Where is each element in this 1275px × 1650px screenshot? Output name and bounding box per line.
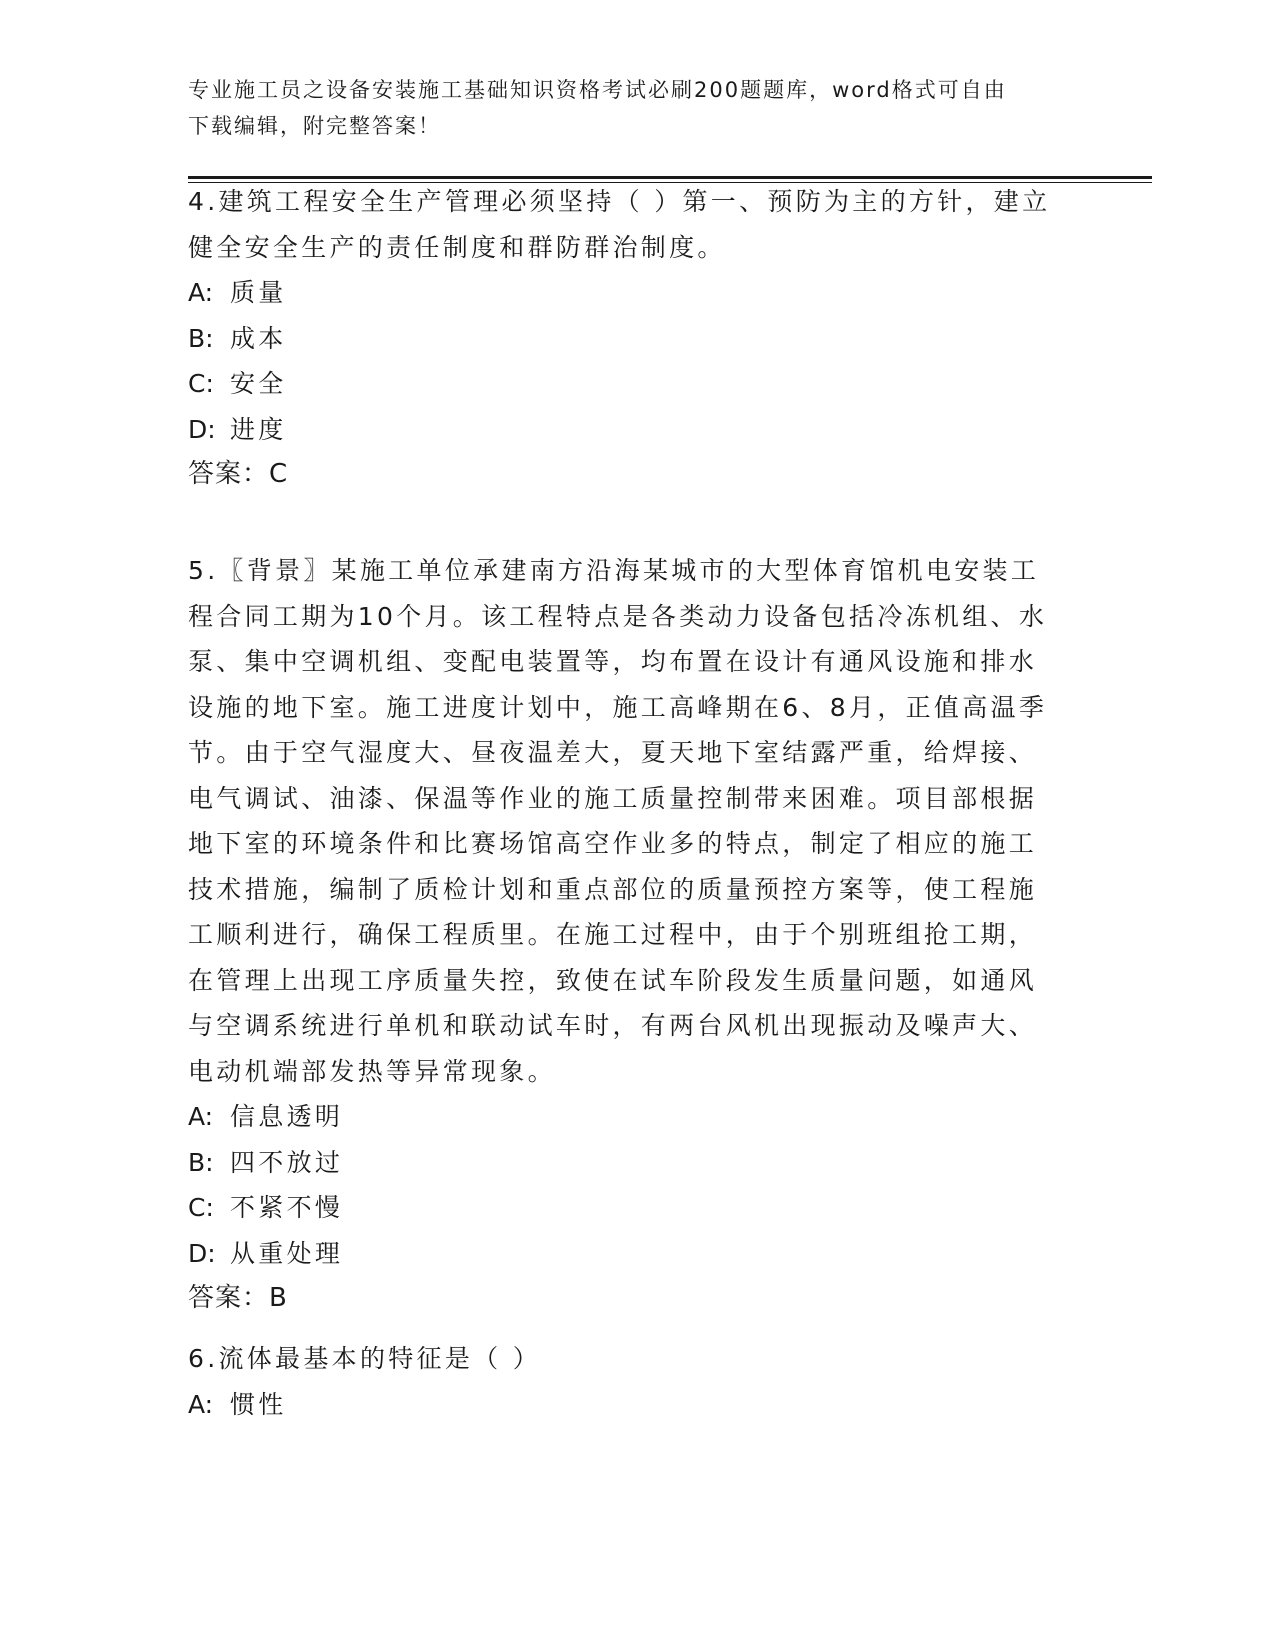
- question-stem-line: 泵、集中空调机组、变配电装置等，均布置在设计有通风设施和排水: [188, 647, 1038, 676]
- question-stem-line: 在管理上出现工序质量失控，致使在试车阶段发生质量问题，如通风: [188, 965, 1038, 995]
- option-letter: A:: [188, 1389, 214, 1419]
- option-a: [188, 270, 1088, 316]
- option-a: [188, 1382, 1088, 1428]
- question-stem-line: 设施的地下室。施工进度计划中，施工高峰期在6、8月，正值高温季: [188, 692, 1048, 722]
- option-d: [188, 407, 1088, 453]
- question-stem-line: 节。由于空气湿度大、昼夜温差大，夏天地下室结露严重，给焊接、: [188, 738, 1038, 767]
- question-stem-line: 4.建筑工程安全生产管理必须坚持（ ）第一、预防为主的方针，建立: [188, 187, 1051, 216]
- option-letter: B:: [188, 323, 214, 353]
- option-text: 进度: [230, 414, 287, 444]
- question-stem-line: 地下室的环境条件和比赛场馆高空作业多的特点，制定了相应的施工: [188, 829, 1038, 858]
- option-letter: A:: [188, 278, 214, 307]
- document-header: [188, 72, 1068, 144]
- question-stem-line: 电气调试、油漆、保温等作业的施工质量控制带来困难。项目部根据: [188, 783, 1038, 813]
- option-b: [188, 316, 1088, 362]
- option-letter: A:: [188, 1102, 214, 1131]
- question-5: [188, 548, 1088, 1322]
- question-stem-line: 与空调系统进行单机和联动试车时，有两台风机出现振动及噪声大、: [188, 1011, 1038, 1040]
- question-stem-line: 技术措施，编制了质检计划和重点部位的质量预控方案等，使工程施: [188, 874, 1038, 904]
- option-text: 惯性: [230, 1389, 287, 1419]
- header-line-1: 专业施工员之设备安装施工基础知识资格考试必刷200题题库，word格式可自由: [188, 78, 1007, 102]
- question-6: [188, 1336, 1088, 1427]
- option-text: 安全: [230, 369, 287, 398]
- answer-line: 答案：C: [188, 459, 289, 489]
- question-stem-line: 5.〖背景〗某施工单位承建南方沿海某城市的大型体育馆机电安装工: [188, 556, 1040, 585]
- option-d: [188, 1231, 1088, 1277]
- option-b: [188, 1140, 1088, 1186]
- question-stem-line: 健全安全生产的责任制度和群防群治制度。: [188, 232, 726, 262]
- header-line-2: 下载编辑，附完整答案！: [188, 114, 441, 138]
- option-letter: D:: [188, 1238, 216, 1268]
- option-letter: B:: [188, 1147, 214, 1177]
- option-a: [188, 1094, 1088, 1140]
- option-text: 成本: [230, 323, 287, 353]
- option-c: [188, 361, 1088, 407]
- option-text: 信息透明: [230, 1102, 344, 1131]
- option-text: 从重处理: [230, 1238, 344, 1268]
- option-text: 不紧不慢: [230, 1193, 344, 1222]
- question-stem-line: 6.流体最基本的特征是（ ）: [188, 1344, 542, 1373]
- option-text: 质量: [230, 278, 287, 307]
- question-stem-line: 电动机端部发热等异常现象。: [188, 1056, 556, 1086]
- option-letter: C:: [188, 1193, 214, 1222]
- option-letter: C:: [188, 369, 214, 398]
- question-stem-line: 工顺利进行，确保工程质里。在施工过程中，由于个别班组抢工期，: [188, 920, 1038, 949]
- question-stem-line: 程合同工期为10个月。该工程特点是各类动力设备包括冷冻机组、水: [188, 601, 1048, 631]
- option-text: 四不放过: [230, 1147, 344, 1177]
- question-4: [188, 179, 1088, 498]
- option-letter: D:: [188, 414, 216, 444]
- option-c: [188, 1185, 1088, 1231]
- answer-line: 答案：B: [188, 1283, 288, 1313]
